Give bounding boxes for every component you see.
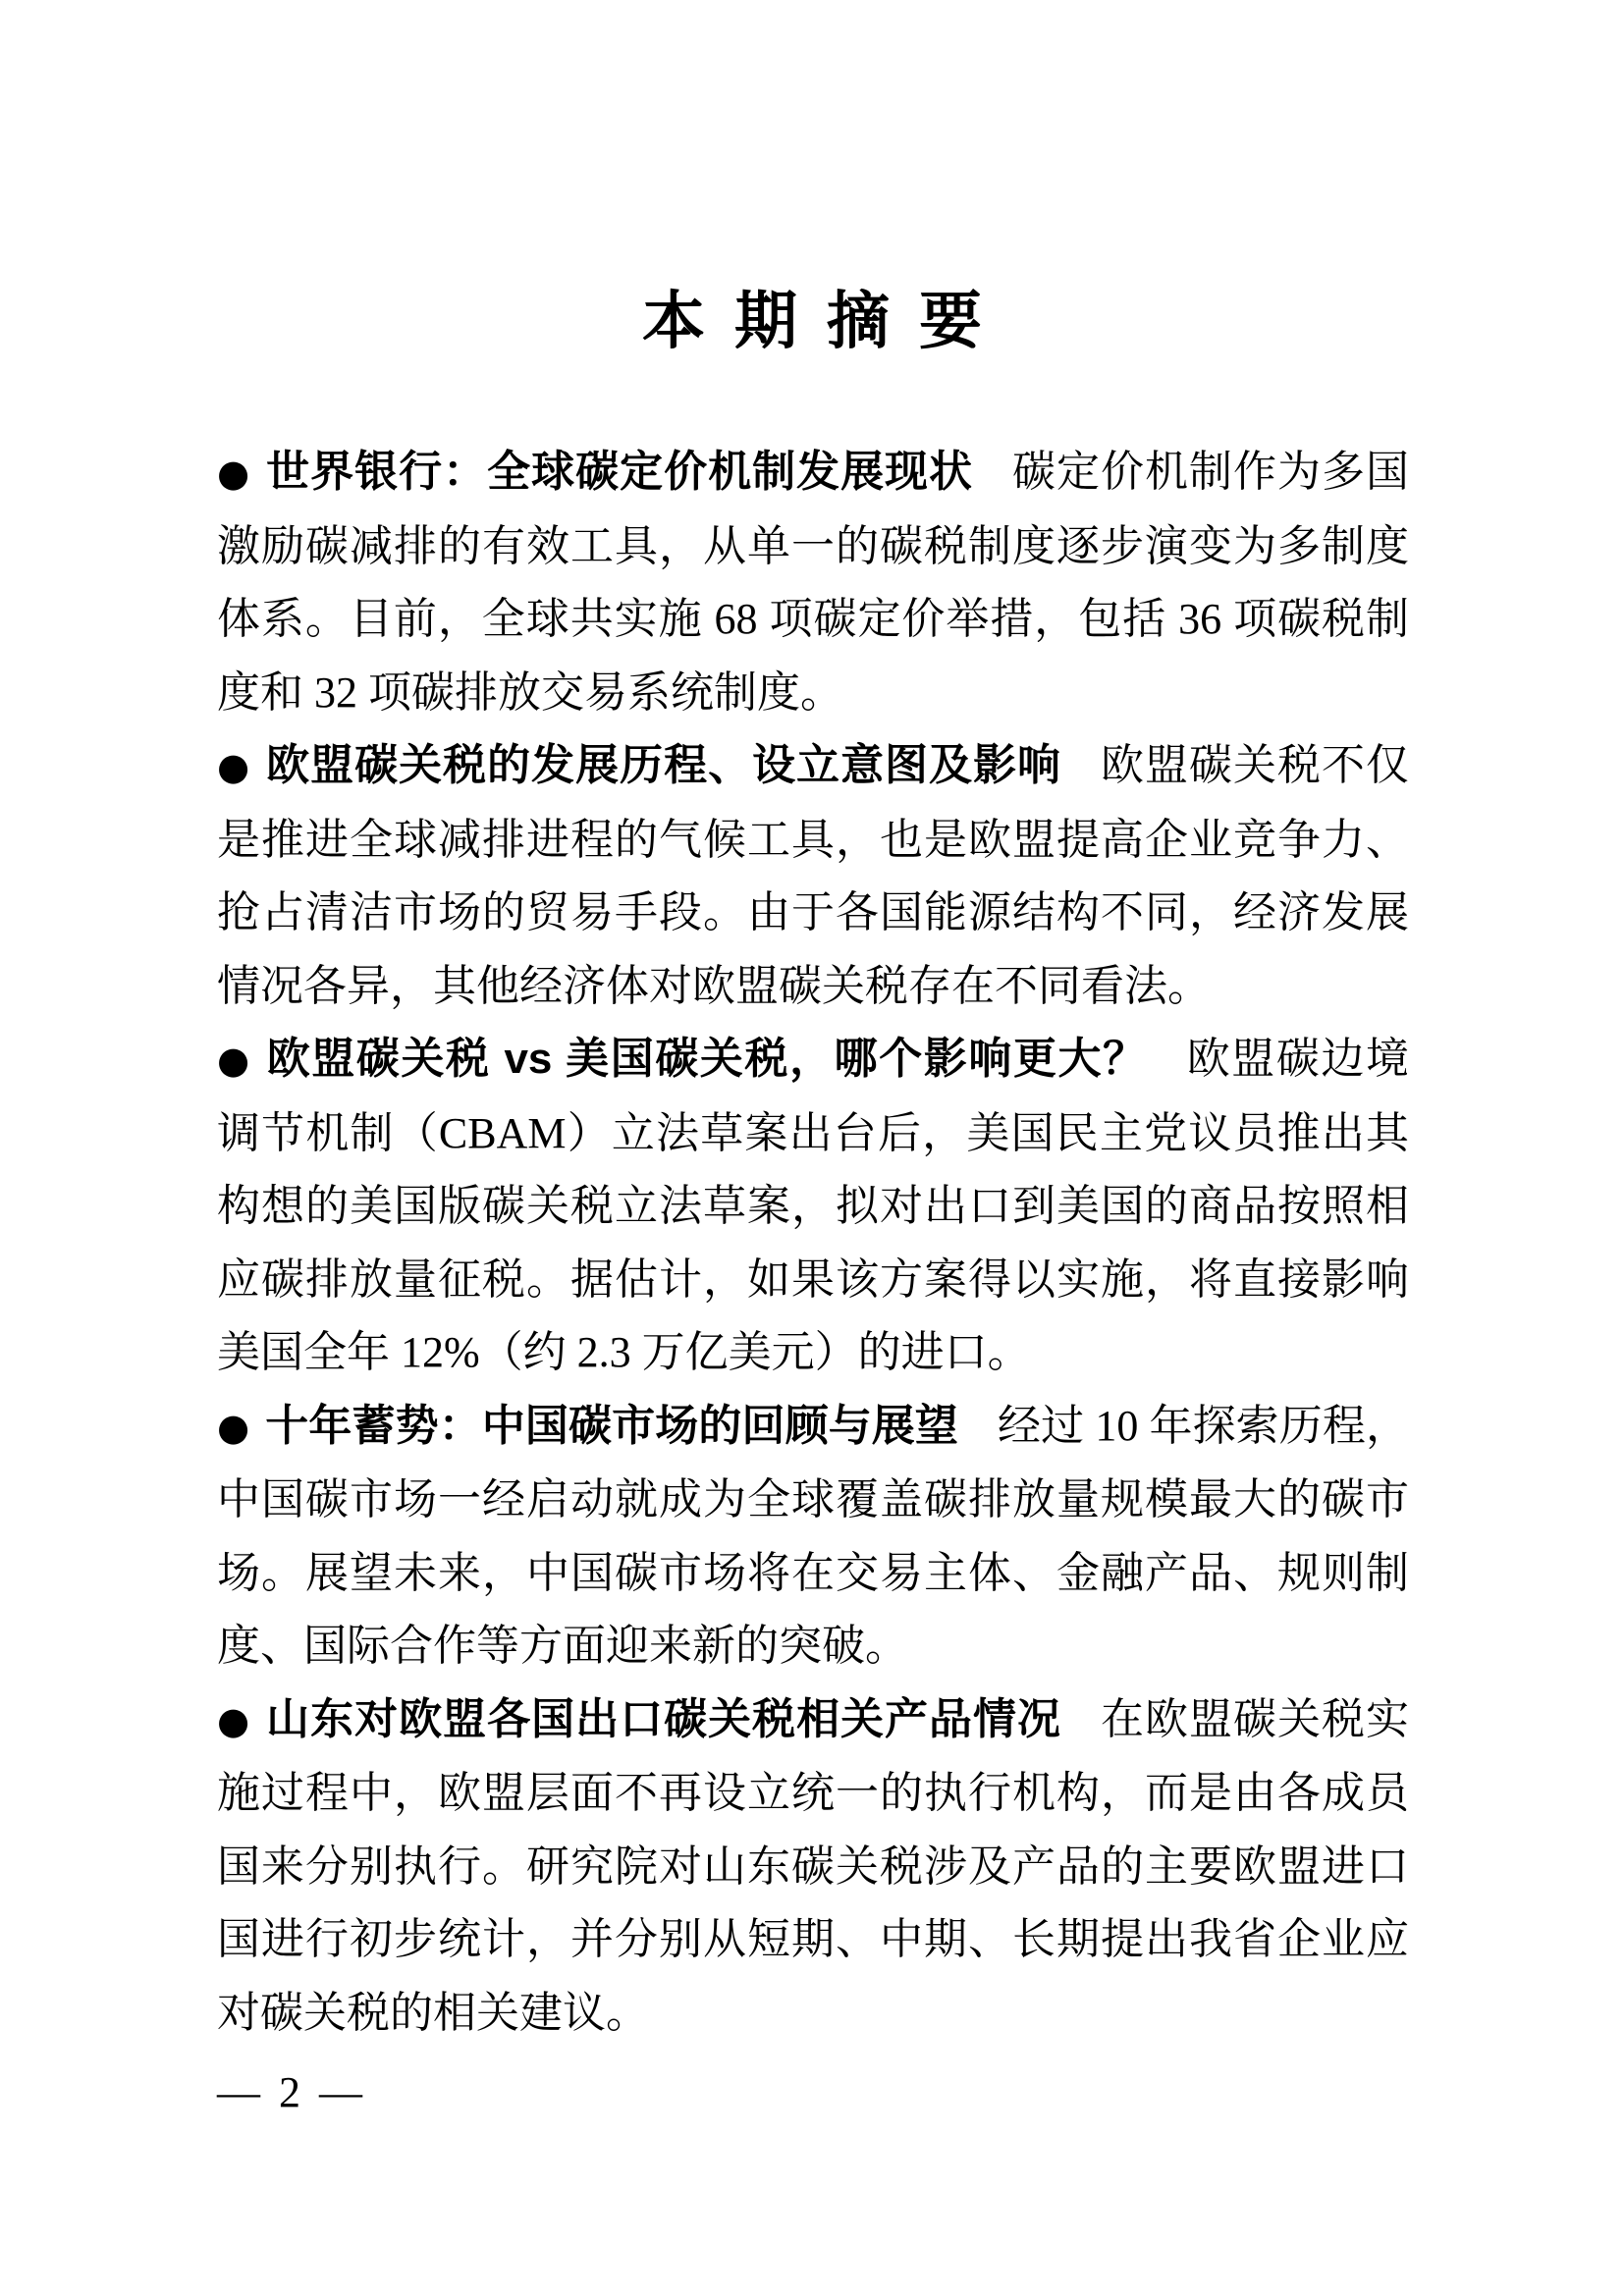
summary-item [217, 1023, 1409, 1390]
page-title: 本 期 摘 要 [642, 287, 982, 356]
bullet-icon: ● [217, 1405, 250, 1449]
item-body: 碳定价机制作为多国激励碳减排的有效工具，从单一的碳税制度逐步演变为多制度体系。目前，全球共实施 68 项碳定价举措，包括 36 项碳税制度和 32 项碳排放交易系统制度。 [217, 448, 1409, 717]
item-body: 在欧盟碳关税实施过程中，欧盟层面不再设立统一的执行机构，而是由各成员国来分别执行。研究院对山东碳关税涉及产品的主要欧盟进口国进行初步统计，并分别从短期、中期、长期提出我省企业应对碳关税的相关建议。 [217, 1694, 1409, 2037]
summary-content [217, 436, 1409, 2050]
bullet-icon: ● [217, 1039, 251, 1082]
item-heading: 十年蓄势：中国碳市场的回顾与展望 [265, 1401, 959, 1450]
item-heading: 欧盟碳关税的发展历程、设立意图及影响 [266, 741, 1062, 789]
summary-item [217, 729, 1409, 1023]
item-heading: 山东对欧盟各国出口碳关税相关产品情况 [266, 1694, 1062, 1743]
summary-item [217, 1390, 1409, 1683]
item-body: 经过 10 年探索历程，中国碳市场一经启动就成为全球覆盖碳排放量规模最大的碳市场。展望未来，中国碳市场将在交易主体、金融产品、规则制度、国际合作等方面迎来新的突破。 [217, 1401, 1410, 1670]
item-body: 欧盟碳关税不仅是推进全球减排进程的气候工具，也是欧盟提高企业竞争力、抢占清洁市场的贸易手段。由于各国能源结构不同，经济发展情况各异，其他经济体对欧盟碳关税存在不同看法。 [217, 741, 1409, 1010]
bullet-icon: ● [217, 452, 251, 495]
page-number: — 2 — [217, 2068, 366, 2116]
summary-item [217, 1683, 1409, 2051]
summary-item [217, 436, 1409, 729]
item-body: 欧盟碳边境调节机制（CBAM）立法草案出台后，美国民主党议员推出其构想的美国版碳关税立法草案，拟对出口到美国的商品按照相应碳排放量征税。据估计，如果该方案得以实施，将直接影响美国全年 12%（约 2.3 万亿美元）的进口。 [217, 1035, 1410, 1376]
bullet-icon: ● [217, 1698, 251, 1742]
bullet-icon: ● [217, 745, 251, 788]
item-heading: 世界银行：全球碳定价机制发展现状 [266, 448, 974, 496]
item-heading: 欧盟碳关税 vs 美国碳关税，哪个影响更大？ [266, 1035, 1148, 1083]
